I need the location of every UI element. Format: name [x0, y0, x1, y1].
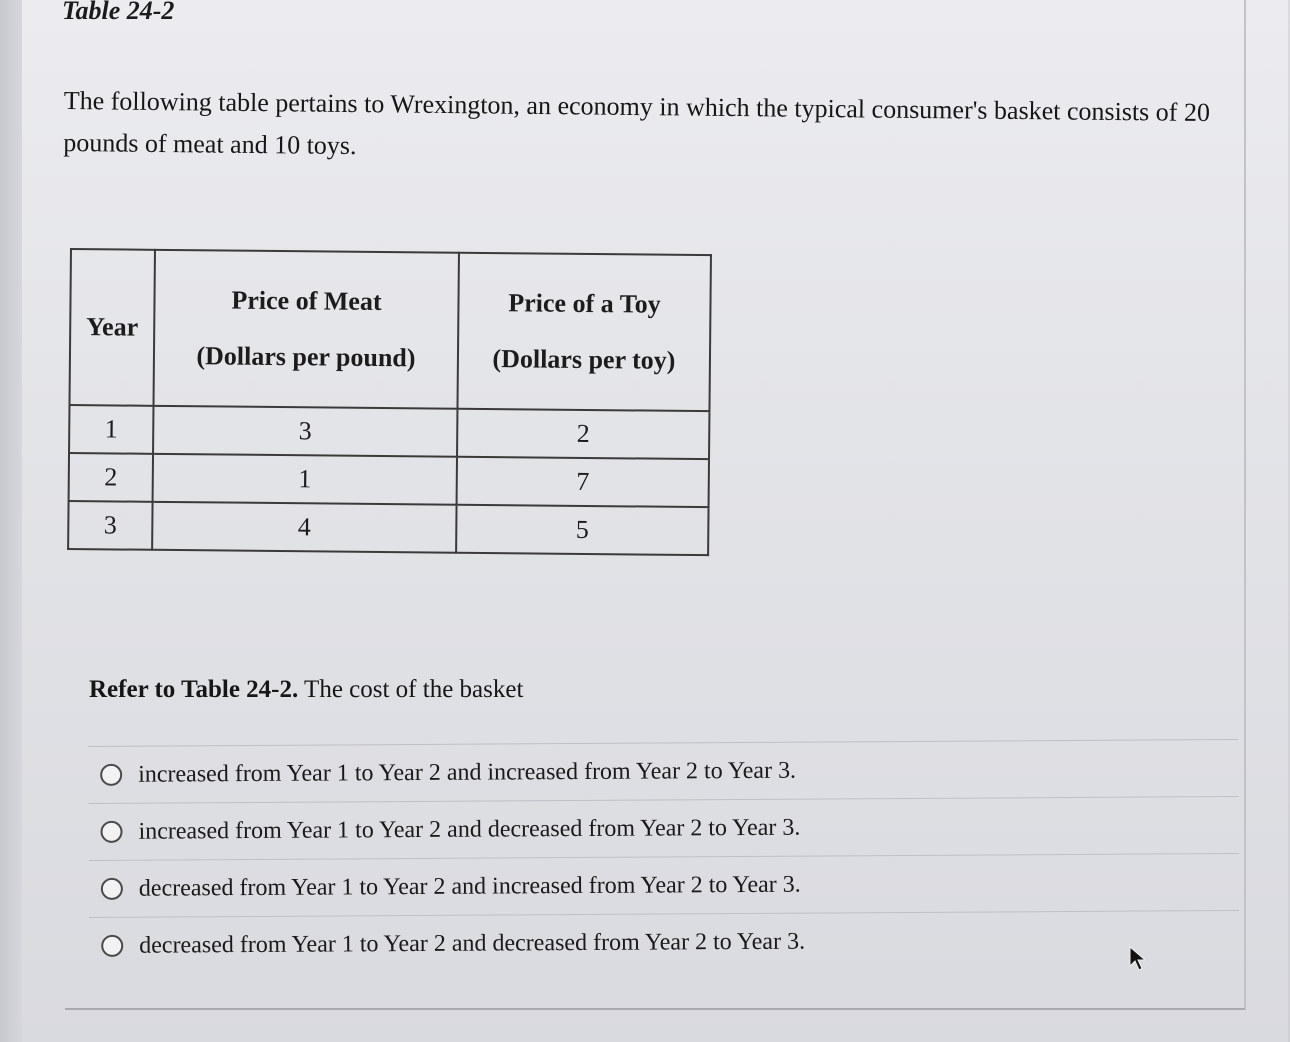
answer-option-4[interactable] [89, 911, 1239, 974]
answer-option-2[interactable] [88, 797, 1238, 860]
table-header-row [69, 249, 710, 411]
table-caption: Table 24-2 [62, 0, 175, 25]
header-toy-title: Price of a Toy [508, 288, 661, 319]
cell-toy-price: 2 [457, 409, 709, 459]
header-toy-unit: (Dollars per toy) [492, 344, 676, 375]
answer-option-label: increased from Year 1 to Year 2 and decreased from Year 2 to Year 3. [138, 814, 801, 845]
radio-button-icon[interactable] [100, 821, 122, 843]
price-table [67, 248, 712, 556]
header-year-label: Year [86, 312, 139, 342]
mouse-pointer-icon [1128, 946, 1146, 972]
cell-year: 2 [69, 453, 153, 502]
header-meat-title: Price of Meat [231, 285, 382, 316]
radio-button-icon[interactable] [100, 764, 122, 786]
table-row [68, 501, 708, 555]
header-meat-price [153, 250, 458, 409]
question-text: The cost of the basket [298, 676, 524, 703]
header-toy-price [457, 253, 710, 411]
intro-text: The following table pertains to Wrexington, an economy in which the typical consumer's basket consists of 20 pounds of meat and 10 toys. [63, 85, 1211, 161]
cell-meat-price: 1 [153, 454, 457, 505]
radio-button-icon[interactable] [101, 935, 123, 957]
answer-options [88, 739, 1239, 974]
left-rail [0, 0, 23, 1042]
answer-option-label: decreased from Year 1 to Year 2 and increased from Year 2 to Year 3. [138, 871, 801, 902]
panel-bottom-border [65, 1008, 1245, 1010]
cell-meat-price: 3 [153, 406, 457, 457]
cell-year: 1 [69, 405, 153, 454]
answer-option-label: increased from Year 1 to Year 2 and increased from Year 2 to Year 3. [138, 757, 797, 788]
cell-toy-price: 7 [457, 457, 709, 507]
table-row [69, 405, 709, 459]
answer-option-1[interactable] [88, 740, 1238, 803]
header-year [69, 249, 154, 406]
cell-year: 3 [68, 501, 152, 550]
radio-button-icon[interactable] [101, 878, 123, 900]
cell-toy-price: 5 [456, 505, 708, 555]
question-reference: Refer to Table 24-2. [89, 676, 299, 703]
cell-meat-price: 4 [152, 502, 456, 553]
question-stem [89, 676, 523, 704]
answer-option-3[interactable] [89, 854, 1239, 917]
header-meat-unit: (Dollars per pound) [196, 341, 416, 373]
table-row [69, 453, 709, 507]
answer-option-label: decreased from Year 1 to Year 2 and decreased from Year 2 to Year 3. [139, 928, 806, 959]
